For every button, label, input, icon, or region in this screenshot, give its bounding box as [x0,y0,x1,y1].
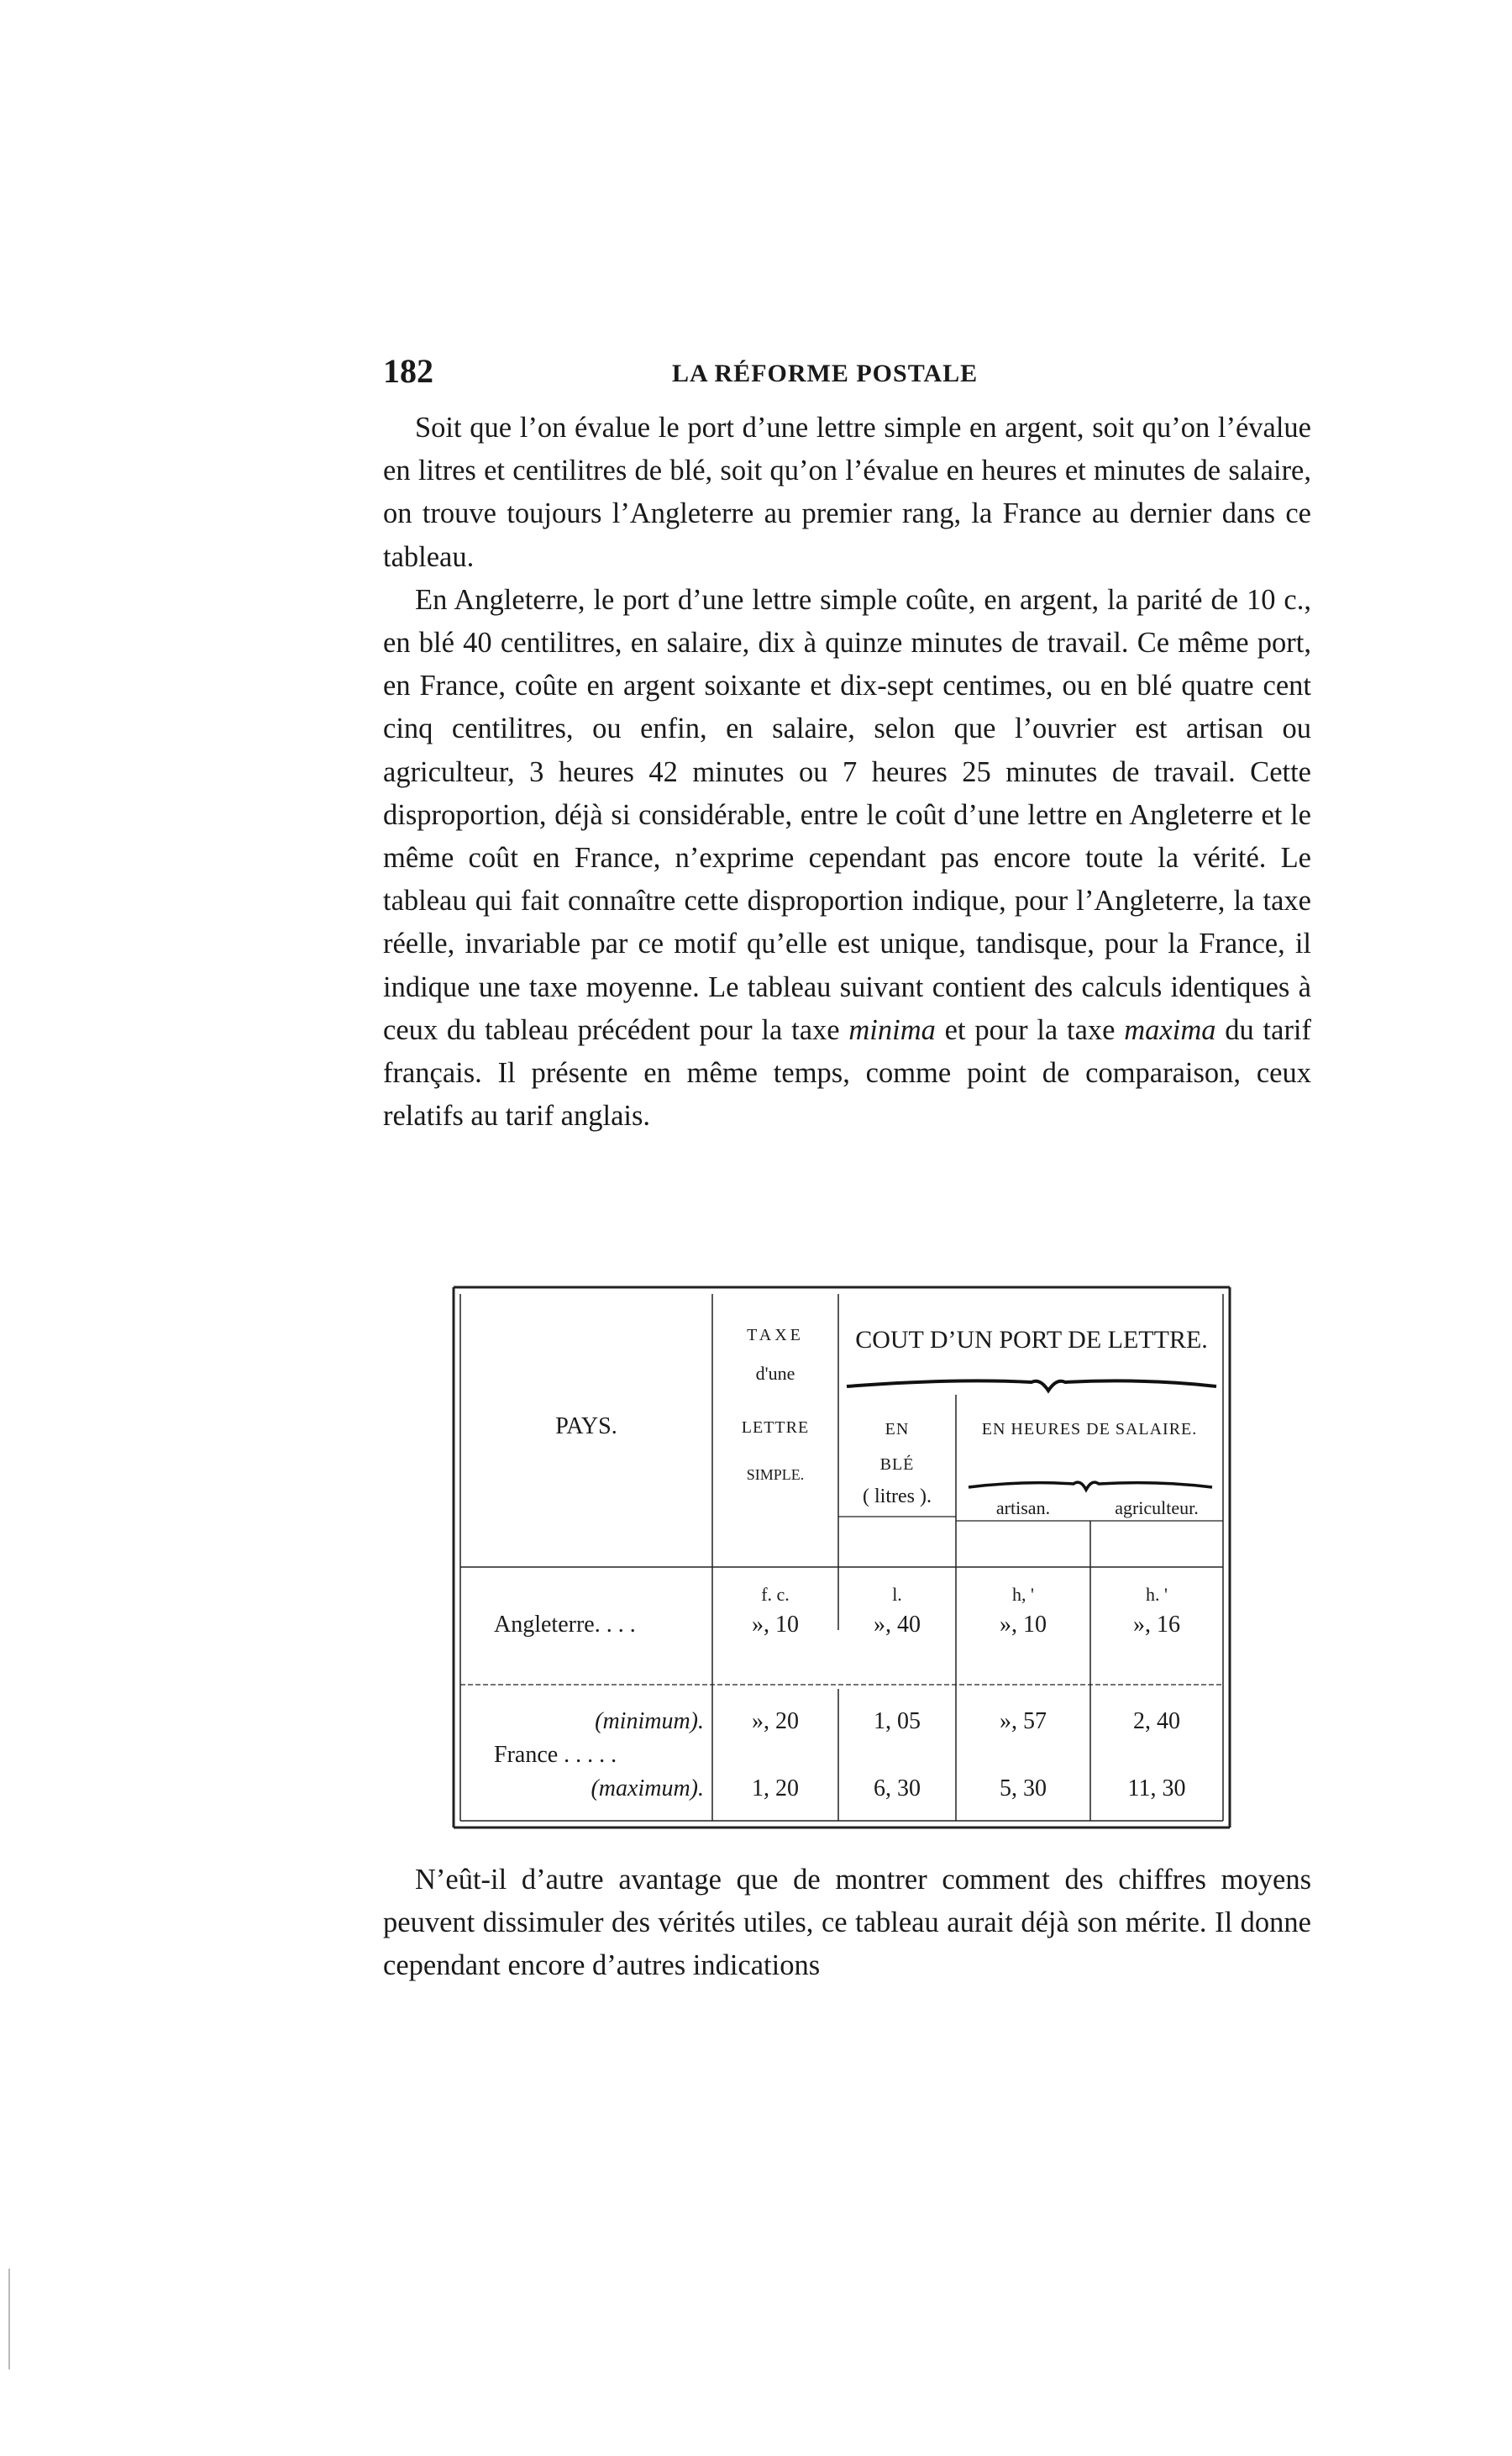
header-taxe-line3: LETTRE [741,1418,810,1437]
header-taxe-line1: TAXE [747,1326,804,1344]
row-france-min-agriculteur: 2, 40 [1133,1708,1180,1734]
running-title: LA RÉFORME POSTALE [672,360,979,387]
row-angleterre-ble: », 40 [874,1612,921,1638]
paragraph-2-part-c: du tarif français. Il présente en même temps, comme point de comparaison, ceux relatifs au tarif anglais. [383,1013,1312,1133]
header-ble-line1: EN [885,1420,910,1438]
row-france-max-taxe: 1, 20 [752,1775,799,1801]
header-taxe-line4: SIMPLE. [746,1466,805,1483]
row-france-max-ble: 6, 30 [874,1775,921,1801]
row-france-label: France . . . . . [494,1742,617,1768]
row-angleterre-taxe: », 10 [752,1612,799,1638]
row-france-min-ble: 1, 05 [874,1708,921,1734]
body-text-top [383,407,1311,1138]
header-heures: EN HEURES DE SALAIRE. [981,1420,1198,1438]
row-france-max-agriculteur: 11, 30 [1127,1775,1186,1801]
paragraph-2-part-a: En Angleterre, le port d’une lettre simple coûte, en argent, la parité de 10 c., en blé 40 centilitres, en salaire, dix à quinze minutes de travail. Ce même port, en France, coûte en argent soixante et dix-sept centimes, ou en blé quatre cent cinq centilitres, ou enfin, en salaire, selon que l’ouvrier est artisan ou agriculteur, 3 heures 42 minutes ou 7 heures 25 minutes de travail. Cette disproportion, déjà si considérable, entre le coût d’une lettre en Angleterre et le même coût en France, n’exprime cependant pas encore toute la vérité. Le tableau qui fait connaître cette disproportion indique, pour l’Angleterre, la taxe réelle, invariable par ce motif qu’elle est unique, tandisque, pour la France, il indique une taxe moyenne. Le tableau suivant contient des calculs identiques à ceux du tableau précédent pour la taxe [383,583,1311,1046]
paragraph-2 [383,579,1311,1139]
row-france-min-taxe: », 20 [752,1708,799,1734]
header-taxe-line2: d'une [755,1363,795,1384]
paragraph-1: Soit que l’on évalue le port d’une lettre simple en argent, soit qu’on l’évalue en litres et centilitres de blé, soit qu’on l’évalue en heures et minutes de salaire, on trouve toujours l’Angleterre au premier rang, la France au dernier dans ce tableau. [383,412,1311,573]
row-angleterre-agriculteur: », 16 [1133,1612,1180,1638]
header-artisan: artisan. [995,1497,1051,1518]
row-france-max-artisan: 5, 30 [1000,1775,1047,1801]
row-angleterre-label: Angleterre. . . . [494,1612,636,1638]
body-text-bottom [383,1859,1311,1988]
paragraph-2-part-b: et pour la taxe [944,1013,1116,1046]
unit-agriculteur: h. ' [1146,1584,1168,1605]
header-agriculteur: agriculteur. [1115,1497,1199,1518]
row-france-min-label: (minimum). [595,1708,704,1734]
unit-ble: l. [892,1584,902,1605]
minima-word: minima [848,1013,936,1046]
unit-artisan: h, ' [1012,1584,1034,1605]
header-cout: COUT D’UN PORT DE LETTRE. [855,1326,1208,1354]
maxima-word: maxima [1124,1013,1216,1046]
row-france-min-artisan: », 57 [1000,1708,1047,1734]
header-ble-line3: ( litres ). [863,1486,932,1507]
paragraph-3: N’eût-il d’autre avantage que de montrer comment des chiffres moyens peuvent dissimuler des vérités utiles, ce tableau aurait déjà son mérite. Il donne cependant encore d’autres indications [383,1864,1311,1982]
row-angleterre-artisan: », 10 [1000,1612,1047,1638]
tariff-table [452,1286,1231,1836]
scan-edge-mark [8,2269,10,2369]
header-ble-line2: BLÉ [879,1455,915,1474]
page-number: 182 [383,352,433,390]
row-france-max-label: (maximum). [591,1775,704,1801]
header-pays: PAYS. [555,1413,617,1439]
unit-taxe: f. c. [761,1584,790,1605]
